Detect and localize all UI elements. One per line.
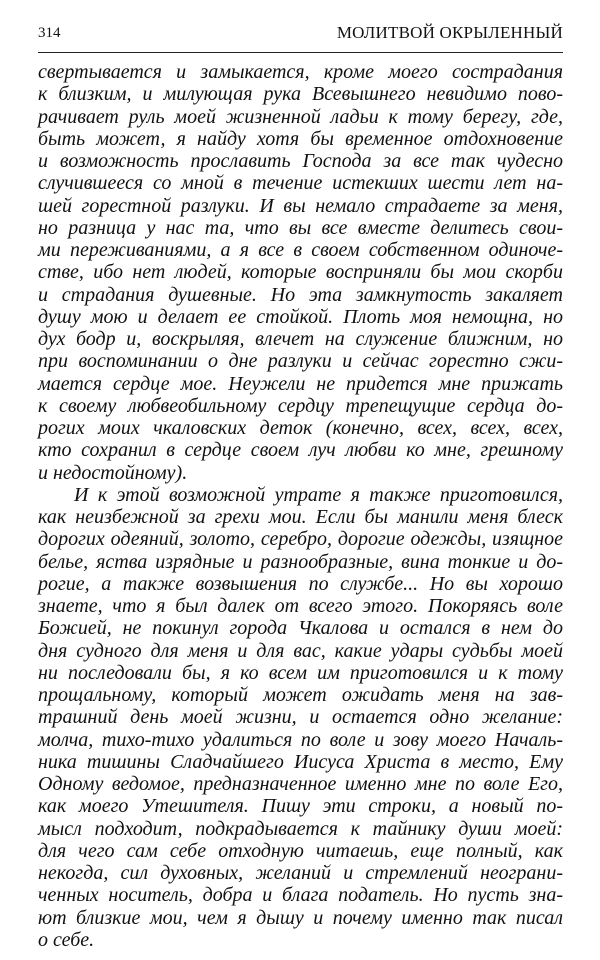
- text-line: как неизбежной за грехи мои. Если бы манили меня блеск: [38, 506, 563, 528]
- text-line: и страдания душевные. Но эта замкнутость закаляет: [38, 283, 563, 306]
- text-line: молча, тихо-тихо удалиться по воле и зову моего Началь-: [38, 728, 563, 751]
- text-line: дня судного для меня и для вас, какие удары судьбы моей: [38, 639, 563, 662]
- text-line: как моего Утешителя. Пишу эти строки, а новый по-: [38, 795, 563, 818]
- text-line: рогих моих чкаловских деток (конечно, всех, всех, всех,: [38, 417, 563, 439]
- text-line: и недостойному).: [38, 461, 188, 484]
- text-line: белье, яства изрядные и разнообразные, вина тонкие и до-: [38, 550, 563, 573]
- paragraph: [38, 484, 563, 951]
- paragraph: [38, 61, 563, 484]
- text-line: рачивает руль моей жизненной ладьи к тому берегу, где,: [38, 105, 563, 128]
- text-line: к своему любвеобильному сердцу трепещущие сердца до-: [38, 394, 563, 417]
- text-line: Божией, не покинул города Чкалова и остался в нем до: [38, 617, 563, 640]
- text-line: о себе.: [38, 928, 95, 951]
- text-line: случившееся со мной в течение истекших шести лет на-: [38, 172, 563, 195]
- text-line: кто сохранил в сердце своем луч любви ко мне, грешному: [38, 439, 563, 462]
- running-title: МОЛИТВОЙ ОКРЫЛЕННЫЙ: [336, 23, 563, 42]
- text-line: рогие, а также возвышения по службе... Но вы хорошо: [38, 572, 563, 595]
- text-line: ни последовали бы, я ко всем им приготовился и к тому: [38, 661, 563, 684]
- text-line: душу мою и делает ее стойкой. Плоть моя немощна, но: [38, 305, 563, 328]
- text-line: ют близкие мои, чем я дышу и почему именно так писал: [38, 906, 563, 929]
- text-line: к близким, и милующая рука Всевышнего невидимо пово-: [38, 83, 563, 106]
- text-line: стве, ибо нет людей, которые восприняли бы мои скорби: [38, 261, 563, 284]
- text-line: быть может, я найду хотя бы временное отдохновение: [38, 127, 563, 150]
- text-line: ми переживаниями, а я все в своем собственном одиноче-: [38, 239, 563, 261]
- text-line: шей горестной разлуки. И вы немало страдаете за меня,: [38, 194, 563, 217]
- text-line: и возможность прославить Господа за все так чудесно: [38, 150, 563, 172]
- text-line: при воспоминании о дне разлуки и сейчас горестно сжи-: [38, 350, 563, 373]
- text-line: некогда, сил духовных, желаний и стремлений неограни-: [38, 862, 563, 884]
- text-line: ника тишины Сладчайшего Иисуса Христа в место, Ему: [38, 750, 563, 773]
- text-line: для чего сам себе отходную читаешь, еще полный, как: [38, 839, 563, 862]
- text-line: мысл подходит, подкрадывается к тайнику души моей:: [38, 817, 563, 840]
- running-header: [38, 22, 563, 53]
- text-line: прощальному, который может ожидать меня на зав-: [38, 684, 563, 706]
- text-line: мается сердце мое. Неужели не придется мне прижать: [38, 372, 563, 395]
- text-line: но разница у нас та, что вы все вместе делитесь свои-: [38, 216, 563, 239]
- text-line: дорогих одеяний, золото, серебро, дорогие одежды, изящное: [38, 528, 563, 551]
- text-line: свертывается и замыкается, кроме моего сострадания: [38, 61, 563, 83]
- text-line: знаете, что я был далек от всего этого. Покоряясь воле: [38, 595, 563, 617]
- text-line: дух бодр и, воскрыляя, влечет на служение ближним, но: [38, 328, 563, 350]
- text-line: Одному ведомое, предназначенное именно мне по воле Его,: [38, 773, 563, 795]
- text-line: трашний день моей жизни, и остается одно желание:: [38, 706, 563, 729]
- text-line: ченных носитель, добра и блага податель. Но пусть зна-: [38, 884, 563, 907]
- text-line: И к этой возможной утрате я также приготовился,: [74, 483, 563, 506]
- page-body: [38, 61, 563, 951]
- page-number: 314: [38, 25, 61, 41]
